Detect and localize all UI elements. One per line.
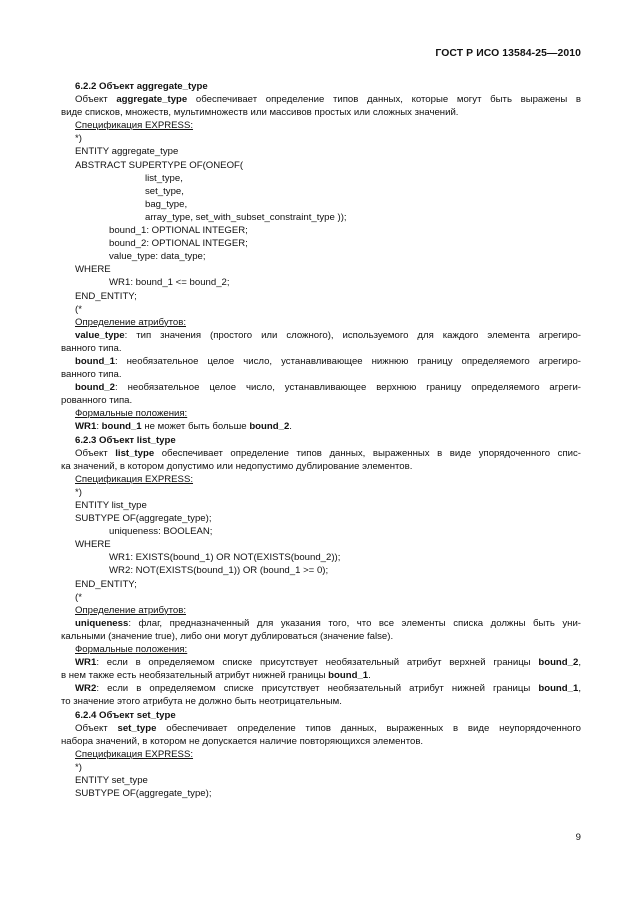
code-line: WHERE	[75, 264, 111, 276]
formal-heading: Формальные положения:	[75, 408, 188, 420]
formal-heading: Формальные положения:	[75, 644, 188, 656]
code-line: END_ENTITY;	[75, 578, 137, 590]
formal-rule-cont: в нем также есть необязательный атрибут нижней границы bound_1.	[61, 670, 371, 682]
code-line: *)	[75, 761, 82, 773]
code-line: ENTITY set_type	[75, 774, 148, 786]
code-line: *)	[75, 486, 82, 498]
attribute-definition: bound_2: необязательное целое число, устанавливающее верхнюю границу определяемого агреги-	[75, 382, 581, 394]
code-line: list_type,	[145, 172, 183, 184]
code-line: ABSTRACT SUPERTYPE OF(ONEOF(	[75, 159, 244, 171]
code-line: (*	[75, 591, 82, 603]
formal-rule-cont: то значение этого атрибута не должно быть неотрицательным.	[61, 696, 342, 708]
attribute-definition-cont: ванного типа.	[61, 369, 122, 381]
code-line: SUBTYPE OF(aggregate_type);	[75, 788, 212, 800]
attribute-definition-cont: кальными (значение true), либо они могут дублироваться (значение false).	[61, 630, 394, 642]
document-body	[61, 80, 581, 800]
code-line: uniqueness: BOOLEAN;	[109, 526, 213, 538]
code-line: WR1: bound_1 <= bound_2;	[109, 277, 230, 289]
page-number: 9	[575, 832, 581, 843]
formal-rule: WR2: если в определяемом списке присутствует необязательный атрибут нижней границы bound_1,	[75, 683, 581, 695]
formal-rule: WR1: если в определяемом списке присутствует необязательный атрибут верхней границы bound_2,	[75, 657, 581, 669]
paragraph-line: Объект aggregate_type обеспечивает определение типов данных, которые могут быть выражены в	[75, 94, 581, 106]
section-heading-6-2-4: 6.2.4 Объект set_type	[75, 709, 176, 721]
spec-heading: Спецификация EXPRESS:	[75, 120, 194, 132]
code-line: WHERE	[75, 539, 111, 551]
paragraph-line: Объект list_type обеспечивает определение типов данных, выраженных в виде упорядоченного спис-	[75, 447, 581, 459]
code-line: WR2: NOT(EXISTS(bound_1)) OR (bound_1 >= 0);	[109, 565, 329, 577]
attribute-definition: bound_1: необязательное целое число, устанавливающее нижнюю границу определяемого агрегиро-	[75, 355, 581, 367]
attribute-definition: uniqueness: флаг, предназначенный для указания того, что все элементы списка должны быть уни-	[75, 617, 581, 629]
attribute-definition: value_type: тип значения (простого или сложного), используемого для каждого элемента агрегиро-	[75, 329, 581, 341]
spec-heading: Спецификация EXPRESS:	[75, 748, 194, 760]
code-line: *)	[75, 133, 82, 145]
document-header: ГОСТ Р ИСО 13584-25—2010	[435, 48, 581, 59]
code-line: value_type: data_type;	[109, 251, 206, 263]
paragraph-line: ка значений, в котором допустимо или недопустимо дублирование элементов.	[61, 460, 413, 472]
code-line: ENTITY list_type	[75, 500, 147, 511]
code-line: WR1: EXISTS(bound_1) OR NOT(EXISTS(bound_2));	[109, 552, 341, 564]
code-line: set_type,	[145, 185, 184, 197]
attributes-heading: Определение атрибутов:	[75, 604, 187, 616]
attribute-definition-cont: рованного типа.	[61, 395, 133, 407]
code-line: bound_1: OPTIONAL INTEGER;	[109, 225, 248, 237]
paragraph-line: виде списков, множеств, мультимножеств или массивов простых или сложных значений.	[61, 107, 459, 119]
attribute-definition-cont: ванного типа.	[61, 342, 122, 354]
spec-heading: Спецификация EXPRESS:	[75, 473, 194, 485]
code-line: (*	[75, 303, 82, 315]
code-line: ENTITY aggregate_type	[75, 146, 179, 158]
code-line: array_type, set_with_subset_constraint_type ));	[145, 211, 347, 223]
paragraph-line: набора значений, в котором не допускается наличие повторяющихся элементов.	[61, 735, 424, 747]
code-line: bound_2: OPTIONAL INTEGER;	[109, 238, 248, 250]
section-heading-6-2-2: 6.2.2 Объект aggregate_type	[75, 81, 208, 92]
section-heading-6-2-3: 6.2.3 Объект list_type	[75, 434, 176, 446]
code-line: bag_type,	[145, 198, 188, 210]
formal-rule: WR1: bound_1 не может быть больше bound_2.	[75, 421, 292, 433]
attributes-heading: Определение атрибутов:	[75, 316, 187, 328]
code-line: END_ENTITY;	[75, 290, 137, 302]
paragraph-line: Объект set_type обеспечивает определение типов данных, выраженных в виде неупорядоченного	[75, 722, 581, 734]
code-line: SUBTYPE OF(aggregate_type);	[75, 513, 212, 525]
